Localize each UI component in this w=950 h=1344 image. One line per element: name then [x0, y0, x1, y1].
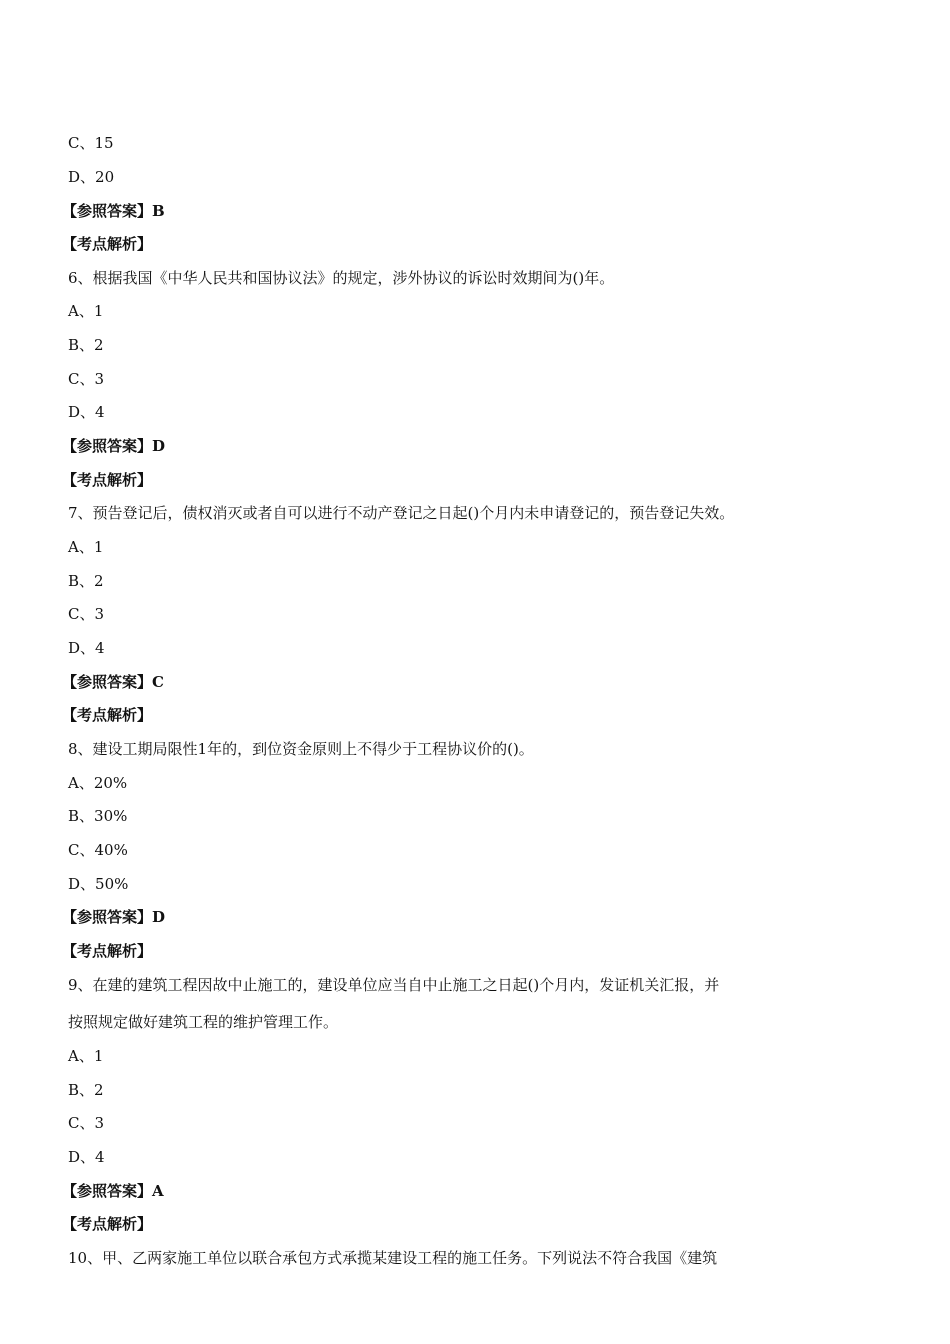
q8-option-d: D、50%: [68, 875, 129, 893]
q6-option-c: C、3: [68, 370, 105, 388]
q9-option-a: A、1: [68, 1047, 104, 1065]
q7-option-d: D、4: [68, 639, 105, 657]
q9-question-line2: 按照规定做好建筑工程的维护管理工作。: [68, 1013, 339, 1031]
q6-analysis-label: 【考点解析】: [62, 471, 153, 489]
q9-option-b: B、2: [68, 1081, 104, 1099]
q6-option-d: D、4: [68, 403, 105, 421]
q10-question: 10、甲、乙两家施工单位以联合承包方式承揽某建设工程的施工任务。下列说法不符合我国《建筑: [68, 1249, 718, 1267]
answer-value: B: [152, 202, 165, 220]
q9-question-line1: 9、在建的建筑工程因故中止施工的，建设单位应当自中止施工之日起()个月内，发证机关汇报，并: [68, 976, 720, 994]
q5-option-c: C、15: [68, 134, 114, 152]
q7-option-a: A、1: [68, 538, 104, 556]
q7-question: 7、预告登记后，债权消灭或者自可以进行不动产登记之日起()个月内未申请登记的，预告登记失效。: [68, 504, 735, 522]
answer-label: 【参照答案】: [62, 673, 153, 691]
q7-analysis-label: 【考点解析】: [62, 706, 153, 724]
q8-option-c: C、40%: [68, 841, 128, 859]
q6-option-a: A、1: [68, 302, 104, 320]
answer-label: 【参照答案】: [62, 908, 153, 926]
q5-analysis-label: 【考点解析】: [62, 235, 153, 253]
q8-option-a: A、20%: [68, 774, 128, 792]
answer-label: 【参照答案】: [62, 1182, 153, 1200]
q8-option-b: B、30%: [68, 807, 128, 825]
q6-option-b: B、2: [68, 336, 104, 354]
q9-analysis-label: 【考点解析】: [62, 1215, 153, 1233]
q8-question: 8、建设工期局限性1年的，到位资金原则上不得少于工程协议价的()。: [68, 740, 534, 758]
q8-analysis-label: 【考点解析】: [62, 942, 153, 960]
q6-question: 6、根据我国《中华人民共和国协议法》的规定，涉外协议的诉讼时效期间为()年。: [68, 269, 615, 287]
answer-value: C: [152, 673, 164, 691]
q7-answer: [62, 672, 164, 692]
answer-value: D: [152, 437, 166, 455]
q9-option-c: C、3: [68, 1114, 105, 1132]
answer-value: A: [152, 1182, 164, 1200]
q5-option-d: D、20: [68, 168, 115, 186]
q6-answer: [62, 436, 165, 456]
q5-answer: [62, 201, 165, 221]
answer-value: D: [152, 908, 166, 926]
q7-option-c: C、3: [68, 605, 105, 623]
answer-label: 【参照答案】: [62, 202, 153, 220]
q7-option-b: B、2: [68, 572, 104, 590]
q9-option-d: D、4: [68, 1148, 105, 1166]
answer-label: 【参照答案】: [62, 437, 153, 455]
q9-answer: [62, 1181, 164, 1201]
q8-answer: [62, 907, 165, 927]
